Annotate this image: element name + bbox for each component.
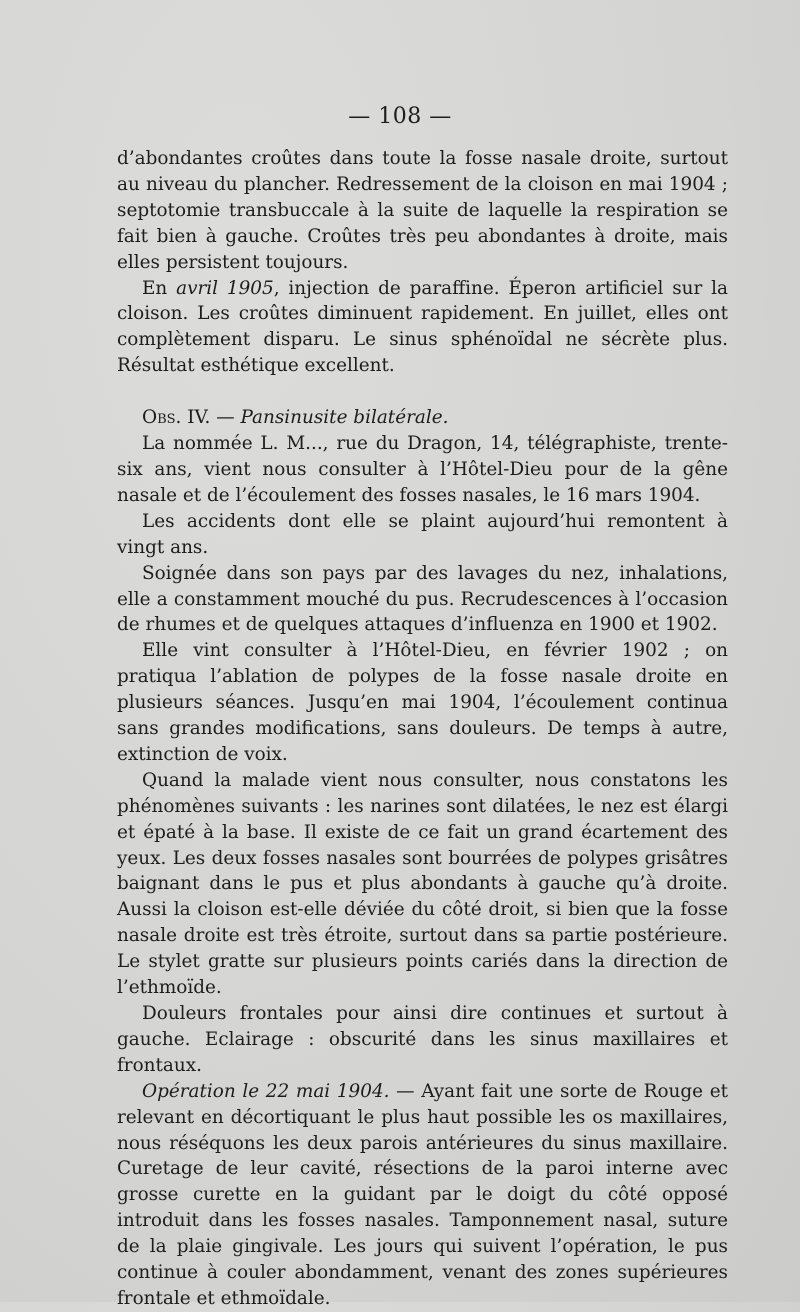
- text-run: Les accidents dont elle se plaint aujourd’hui remontent à vingt ans.: [117, 510, 728, 558]
- text-run: avril 1905: [176, 277, 274, 299]
- paragraph-p10: [117, 1079, 728, 1312]
- text-run: d’abondantes croûtes dans toute la fosse nasale droite, surtout au niveau du plancher. Redressement de la cloison en mai 1904 ; septotomie transbuccale à la suite de laquelle la respiration se fait bien à gauche. Croûtes très peu abondantes à droite, mais elles persistent toujours.: [117, 148, 728, 273]
- paragraph-p5: [117, 509, 728, 561]
- text-run: En: [142, 277, 177, 299]
- paragraph-p9: [117, 1001, 728, 1079]
- text-run: Douleurs frontales pour ainsi dire continues et surtout à gauche. Eclairage : obscurité dans les sinus maxillaires et frontaux.: [117, 1003, 728, 1076]
- text-run: — Ayant fait une sorte de Rouge et relevant en décortiquant le plus haut possible les os maxillaires, nous réséquons les deux parois antérieures du sinus maxillaire. Curetage de leur cavité, résections de la paroi interne avec grosse curette en la guidant par le doigt du côté opposé introduit dans les fosses nasales. Tamponnement nasal, suture de la plaie gingivale. Les jours qui suivent l’opération, le pus continue à couler abondamment, venant des zones supérieures frontale et ethmoïdale.: [117, 1080, 728, 1309]
- paragraph-p4: [117, 431, 728, 509]
- paragraph-p6: [117, 561, 728, 639]
- text-run: Soignée dans son pays par des lavages du nez, inhalations, elle a constamment mouché du pus. Recrudescences à l’occasion de rhumes et de quelques attaques d’influenza en 1900 et 1902.: [117, 562, 728, 636]
- body-text: [117, 146, 728, 1312]
- text-run: , injection de paraffine. Éperon artificiel sur la cloison. Les croûtes diminuent rapidement. En juillet, elles ont complètement disparu. Le sinus sphénoïdal ne sécrète plus. Résultat esthétique excellent.: [117, 277, 729, 377]
- text-run: La nommée L. M..., rue du Dragon, 14, télégraphiste, trente-six ans, vient nous consulter à l’Hôtel-Dieu pour de la gêne nasale et de l’écoulement des fosses nasales, le 16 mars 1904.: [117, 433, 728, 506]
- text-run: Pansinusite bilatérale.: [240, 407, 449, 429]
- paragraph-p2: [117, 276, 728, 380]
- text-run: Quand la malade vient nous consulter, nous constatons les phénomènes suivants : les narines sont dilatées, le nez est élargi et épaté à la base. Il existe de ce fait un grand écartement des yeux. Les deux fosses nasales sont bourrées de polypes grisâtres baignant dans le pus et plus abondants à gauche qu’à droite. Aussi la cloison est-elle déviée du côté droit, si bien que la fosse nasale droite est très étroite, surtout dans sa partie postérieure. Le stylet gratte sur plusieurs points cariés dans la direction de l’ethmoïde.: [117, 769, 728, 999]
- paragraph-p1: [117, 146, 728, 276]
- text-run: —: [210, 407, 241, 429]
- paragraph-p7: [117, 638, 728, 768]
- text-run: Elle vint consulter à l’Hôtel-Dieu, en février 1902 ; on pratiqua l’ablation de polypes de la fosse nasale droite en plusieurs séances. Jusqu’en mai 1904, l’écoulement continua sans grandes modifications, sans douleurs. De temps à autre, extinction de voix.: [117, 640, 728, 765]
- text-run: Obs. IV.: [142, 407, 211, 429]
- paragraph-p8: [117, 768, 728, 1001]
- paragraph-p3: [117, 405, 728, 431]
- text-run: Opération le 22 mai 1904.: [142, 1080, 390, 1102]
- paragraph-gap: [117, 379, 728, 405]
- page-number: — 108 —: [348, 104, 452, 129]
